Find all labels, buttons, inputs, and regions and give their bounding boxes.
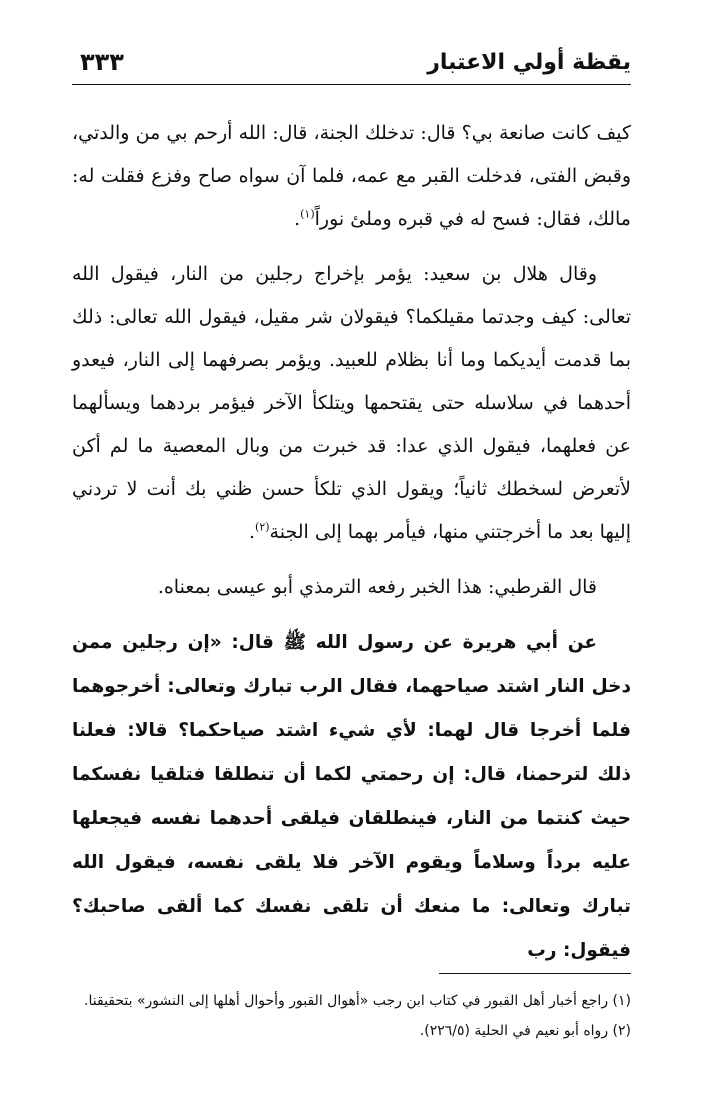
paragraph xyxy=(72,566,631,609)
footnote: (٢) رواه أبو نعيم في الحلية (٢٢٦/٥). xyxy=(419,1023,631,1039)
paragraph-end: . xyxy=(294,208,301,230)
paragraph-text: عن أبي هريرة عن رسول الله ﷺ قال: «إن رجلين ممن دخل النار اشتد صياحهما، فقال الرب تبارك وتعالى: أخرجوهما فلما أخرجا قال لهما: لأي شيء اشتد صياحكما؟ قالا: فعلنا ذلك لترحمنا، قال: إن رحمتي لكما أن تنطلقا فتلقيا نفسكما حيث كنتما من النار، فينطلقان فيلقى أحدهما نفسه فيجعلها عليه برداً وسلاماً ويقوم الآخر فلا يلقى نفسه، فيقول الله تبارك وتعالى: ما منعك أن تلقى نفسك كما ألقى صاحبك؟ فيقول: رب xyxy=(72,632,631,961)
hadith-paragraph xyxy=(72,621,631,973)
paragraph-text: قال القرطبي: هذا الخبر رفعه الترمذي أبو عيسى بمعناه. xyxy=(157,576,597,598)
footnote: (١) راجع أخبار أهل القبور في كتاب ابن رجب «أهوال القبور وأحوال أهلها إلى النشور» بتحقيقنا. xyxy=(84,993,631,1009)
footnotes xyxy=(72,986,631,1046)
paragraph-text: كيف كانت صانعة بي؟ قال: تدخلك الجنة، قال: الله أرحم بي من والدتي، وقبض الفتى، فدخلت القبر مع عمه، فلما آن سواه صاح وفزع فقلت له: مالك، فقال: فسح له في قبره وملئ نوراً xyxy=(72,122,631,230)
page-header xyxy=(72,44,631,85)
footnote-ref: (٢) xyxy=(255,520,270,534)
paragraph-text: وقال هلال بن سعيد: يؤمر بإخراج رجلين من النار، فيقول الله تعالى: كيف وجدتما مقيلكما؟ فيقولان شر مقيل، فيقول الله تعالى: ذلك بما قدمت أيديكما وما أنا بظلام للعبيد. ويؤمر بصرفهما إلى النار، فيعدو أحدهما في سلاسله حتى يقتحمها ويتلكأ الآخر فيؤمر بردهما ويسألهما عن فعلهما، فيقول الذي عدا: قد خبرت من وبال المعصية ما لم أكن لأتعرض لسخطك ثانياً؛ ويقول الذي تلكأ حسن ظني بك أنت لا تردني إليها بعد ما أخرجتني منها، فيأمر بهما إلى الجنة xyxy=(72,263,631,543)
running-title: يقظة أولي الاعتبار xyxy=(427,50,631,75)
footnote-ref: (١) xyxy=(300,207,315,221)
paragraph xyxy=(72,253,631,554)
footnote-divider xyxy=(439,973,631,974)
paragraph xyxy=(72,112,631,241)
page-number: ٣٣٣ xyxy=(80,48,124,76)
main-text xyxy=(72,112,631,973)
paragraph-end: . xyxy=(248,521,256,543)
